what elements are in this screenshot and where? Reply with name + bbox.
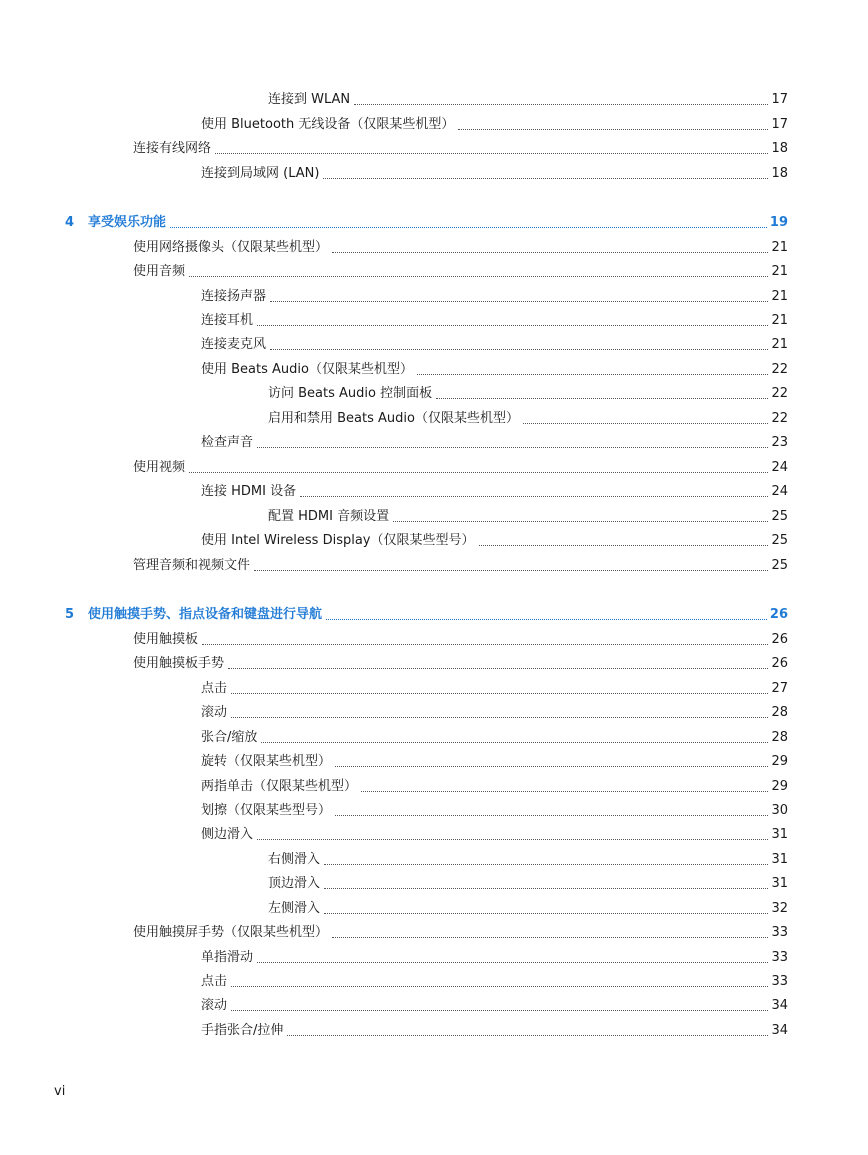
toc-page-number: 33 <box>771 950 788 965</box>
toc-page-number: 27 <box>771 681 788 696</box>
dot-leader <box>189 471 768 473</box>
dot-leader <box>332 936 768 938</box>
toc-page-number: 33 <box>771 925 788 940</box>
toc-entry-title: 连接到局域网 (LAN) <box>201 166 320 181</box>
toc-entry-title: 左侧滑入 <box>268 901 321 916</box>
toc-page-number: 26 <box>771 632 788 647</box>
toc-page-number: 21 <box>771 264 788 279</box>
dot-leader <box>324 863 768 865</box>
toc-entry-title: 划擦（仅限某些型号） <box>201 803 332 818</box>
toc-entry[interactable] <box>0 921 788 941</box>
toc-entry[interactable] <box>0 970 788 990</box>
toc-entry-title: 使用触摸屏手势（仅限某些机型） <box>133 925 329 940</box>
toc-entry-title <box>65 215 166 231</box>
toc-entry[interactable] <box>0 677 788 697</box>
toc-page-number: 21 <box>771 313 788 328</box>
toc-entry[interactable] <box>0 333 788 353</box>
toc-entry[interactable] <box>0 505 788 525</box>
dot-leader <box>170 226 767 228</box>
toc-page-number: 21 <box>771 337 788 352</box>
toc-entry[interactable] <box>0 799 788 819</box>
chapter-title: 使用触摸手势、指点设备和键盘进行导航 <box>88 607 323 622</box>
toc-entry-title: 连接到 WLAN <box>268 92 351 107</box>
dot-leader <box>332 251 768 253</box>
toc-page-number: 25 <box>771 558 788 573</box>
toc-entry-title: 管理音频和视频文件 <box>133 558 251 573</box>
toc-entry[interactable] <box>0 554 788 574</box>
dot-leader <box>436 397 768 399</box>
dot-leader <box>231 692 768 694</box>
toc-page-number: 22 <box>771 411 788 426</box>
toc-entry-title <box>65 607 322 623</box>
toc-entry-title: 使用触摸板手势 <box>133 656 225 671</box>
toc-page-number: 26 <box>771 656 788 671</box>
dot-leader <box>324 912 768 914</box>
dot-leader <box>523 422 768 424</box>
toc-page-number: 28 <box>771 730 788 745</box>
dot-leader <box>270 348 768 350</box>
dot-leader <box>254 569 768 571</box>
toc-entry[interactable] <box>0 946 788 966</box>
toc-page-number: 28 <box>771 705 788 720</box>
toc-entry[interactable] <box>0 750 788 770</box>
toc-page-number: 21 <box>771 240 788 255</box>
toc-entry[interactable] <box>0 775 788 795</box>
toc-chapter-entry[interactable] <box>0 603 788 623</box>
toc-entry-title: 使用 Beats Audio（仅限某些机型） <box>201 362 413 377</box>
toc-entry[interactable] <box>0 260 788 280</box>
toc-entry-title: 张合/缩放 <box>201 730 258 745</box>
toc-page-number: 26 <box>769 607 788 622</box>
toc-entry[interactable] <box>0 652 788 672</box>
dot-leader <box>354 103 768 105</box>
toc-page-number: 18 <box>771 166 788 181</box>
toc-page-number: 34 <box>771 1023 788 1038</box>
toc-entry-title: 点击 <box>201 974 228 989</box>
toc-entry-title: 右侧滑入 <box>268 852 321 867</box>
toc-entry[interactable] <box>0 456 788 476</box>
toc-page-number: 17 <box>771 117 788 132</box>
toc-page-number: 31 <box>771 827 788 842</box>
toc-entry-title: 使用视频 <box>133 460 186 475</box>
toc-entry-title: 滚动 <box>201 705 228 720</box>
dot-leader <box>231 985 768 987</box>
toc-entry[interactable] <box>0 407 788 427</box>
dot-leader <box>257 324 768 326</box>
toc-page-number: 24 <box>771 484 788 499</box>
toc-page-number: 19 <box>769 215 788 230</box>
toc-entry-title: 访问 Beats Audio 控制面板 <box>268 386 433 401</box>
toc-page-number: 32 <box>771 901 788 916</box>
dot-leader <box>257 961 768 963</box>
toc-page-number: 22 <box>771 386 788 401</box>
toc-entry-title: 配置 HDMI 音频设置 <box>268 509 390 524</box>
dot-leader <box>361 790 768 792</box>
toc-entry[interactable] <box>0 628 788 648</box>
toc-entry-title: 连接扬声器 <box>201 289 267 304</box>
toc-entry[interactable] <box>0 872 788 892</box>
dot-leader <box>189 275 768 277</box>
dot-leader <box>231 1009 768 1011</box>
toc-entry[interactable] <box>0 1019 788 1039</box>
toc-page-number: 18 <box>771 141 788 156</box>
dot-leader <box>335 765 768 767</box>
dot-leader <box>479 544 769 546</box>
toc-entry-title: 侧边滑入 <box>201 827 254 842</box>
toc-entry[interactable] <box>0 113 788 133</box>
dot-leader <box>326 618 767 620</box>
toc-entry[interactable] <box>0 431 788 451</box>
dot-leader <box>393 520 768 522</box>
toc-entry[interactable] <box>0 897 788 917</box>
toc-entry[interactable] <box>0 848 788 868</box>
toc-entry[interactable] <box>0 88 788 108</box>
toc-entry[interactable] <box>0 285 788 305</box>
toc-entry[interactable] <box>0 823 788 843</box>
dot-leader <box>287 1034 768 1036</box>
toc-entry-title: 使用网络摄像头（仅限某些机型） <box>133 240 329 255</box>
dot-leader <box>215 152 768 154</box>
dot-leader <box>228 667 768 669</box>
dot-leader <box>417 373 768 375</box>
toc-page-number: 22 <box>771 362 788 377</box>
toc-page-number: 33 <box>771 974 788 989</box>
toc-entry[interactable] <box>0 358 788 378</box>
toc-page-number: 25 <box>771 533 788 548</box>
toc-entry-title: 手指张合/拉伸 <box>201 1023 284 1038</box>
dot-leader <box>458 128 768 130</box>
chapter-number: 5 <box>65 607 75 622</box>
toc-entry-title: 连接 HDMI 设备 <box>201 484 297 499</box>
toc-entry[interactable] <box>0 480 788 500</box>
toc-entry[interactable] <box>0 382 788 402</box>
chapter-number: 4 <box>65 215 75 230</box>
toc-page-number: 31 <box>771 852 788 867</box>
dot-leader <box>300 495 768 497</box>
toc-entry[interactable] <box>0 137 788 157</box>
toc-entry-title: 检查声音 <box>201 435 254 450</box>
toc-page-number: 24 <box>771 460 788 475</box>
toc-page-number: 23 <box>771 435 788 450</box>
toc-entry[interactable] <box>0 994 788 1014</box>
toc-entry-title: 连接耳机 <box>201 313 254 328</box>
dot-leader <box>335 814 768 816</box>
toc-entry[interactable] <box>0 726 788 746</box>
toc-entry[interactable] <box>0 309 788 329</box>
toc-entry-title: 启用和禁用 Beats Audio（仅限某些机型） <box>268 411 519 426</box>
toc-entry-title: 单指滑动 <box>201 950 254 965</box>
dot-leader <box>261 741 768 743</box>
dot-leader <box>257 838 768 840</box>
toc-entry[interactable] <box>0 236 788 256</box>
toc-entry-title: 滚动 <box>201 998 228 1013</box>
dot-leader <box>202 643 768 645</box>
toc-entry-title: 点击 <box>201 681 228 696</box>
toc-entry-title: 顶边滑入 <box>268 876 321 891</box>
toc-page-number: 21 <box>771 289 788 304</box>
dot-leader <box>257 446 768 448</box>
toc-page-number: 29 <box>771 779 788 794</box>
toc-page-number: 29 <box>771 754 788 769</box>
dot-leader <box>323 177 768 179</box>
toc-entry-title: 连接有线网络 <box>133 141 212 156</box>
dot-leader <box>231 716 768 718</box>
dot-leader <box>324 887 768 889</box>
toc-page-number: 31 <box>771 876 788 891</box>
toc-entry-title: 两指单击（仅限某些机型） <box>201 779 358 794</box>
toc-page-number: 25 <box>771 509 788 524</box>
toc-entry-title: 使用音频 <box>133 264 186 279</box>
toc-entry[interactable] <box>0 701 788 721</box>
toc-entry-title: 使用 Bluetooth 无线设备（仅限某些机型） <box>201 117 455 132</box>
page-number: vi <box>54 1084 66 1099</box>
toc-chapter-entry[interactable] <box>0 211 788 231</box>
toc-entry[interactable] <box>0 529 788 549</box>
toc-entry-title: 连接麦克风 <box>201 337 267 352</box>
toc-entry-title: 使用 Intel Wireless Display（仅限某些型号） <box>201 533 475 548</box>
toc-entry-title: 旋转（仅限某些机型） <box>201 754 332 769</box>
toc-entry-title: 使用触摸板 <box>133 632 199 647</box>
toc-page-number: 17 <box>771 92 788 107</box>
chapter-title: 享受娱乐功能 <box>88 215 167 230</box>
toc-page-number: 34 <box>771 998 788 1013</box>
toc-page-number: 30 <box>771 803 788 818</box>
dot-leader <box>270 300 768 302</box>
toc-entry[interactable] <box>0 162 788 182</box>
